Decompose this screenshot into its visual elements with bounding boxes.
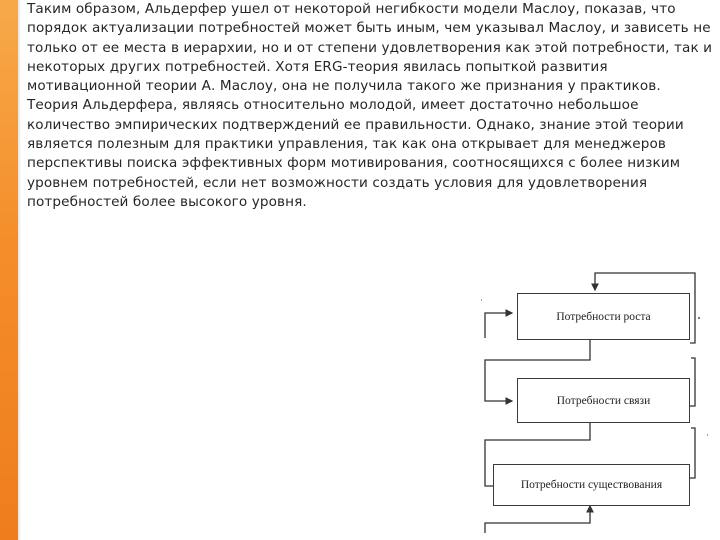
svg-text:·: ·: [480, 296, 483, 306]
paragraph-2: Теория Альдерфера, являясь относительно молодой, имеет достаточно небольшое количество эмпирических подтверждений ее правильности. Однако, знание этой теории является полезным для практики управления, так как она открывает для менеджеров перспективы поиска эффективных форм мотивирования, соотносящихся с более низким уровнем потребностей, если нет возможности создать условия для удовлетворения потребностей более высокого уровня.: [27, 97, 684, 210]
svg-text:·: ·: [706, 431, 709, 441]
paragraph-1: Таким образом, Альдерфер ушел от некоторой негибкости модели Маслоу, показав, что порядок актуализации потребностей может быть иным, чем указывал Маслоу, и зависеть не только от ее места в иерархии, но и от степени удовлетворения как этой потребности, так и некоторых других потребностей. Хотя ERG-теория явилась попыткой развития мотивационной теории А. Маслоу, она не получила такого же признания у практиков.: [27, 1, 713, 95]
connector-relatedness-up: [690, 358, 695, 406]
existence-needs-box: Потребности существования: [493, 464, 690, 506]
erg-diagram: [470, 268, 720, 540]
accent-side-bar: [0, 0, 18, 540]
document-text: [27, 0, 717, 212]
relatedness-needs-box: Потребности связи: [517, 378, 690, 423]
connector-left-top: [485, 313, 512, 338]
connector-existence-up: [690, 428, 695, 478]
growth-needs-box: Потребности роста: [517, 293, 690, 340]
connector-bottom-loop: [485, 506, 590, 533]
